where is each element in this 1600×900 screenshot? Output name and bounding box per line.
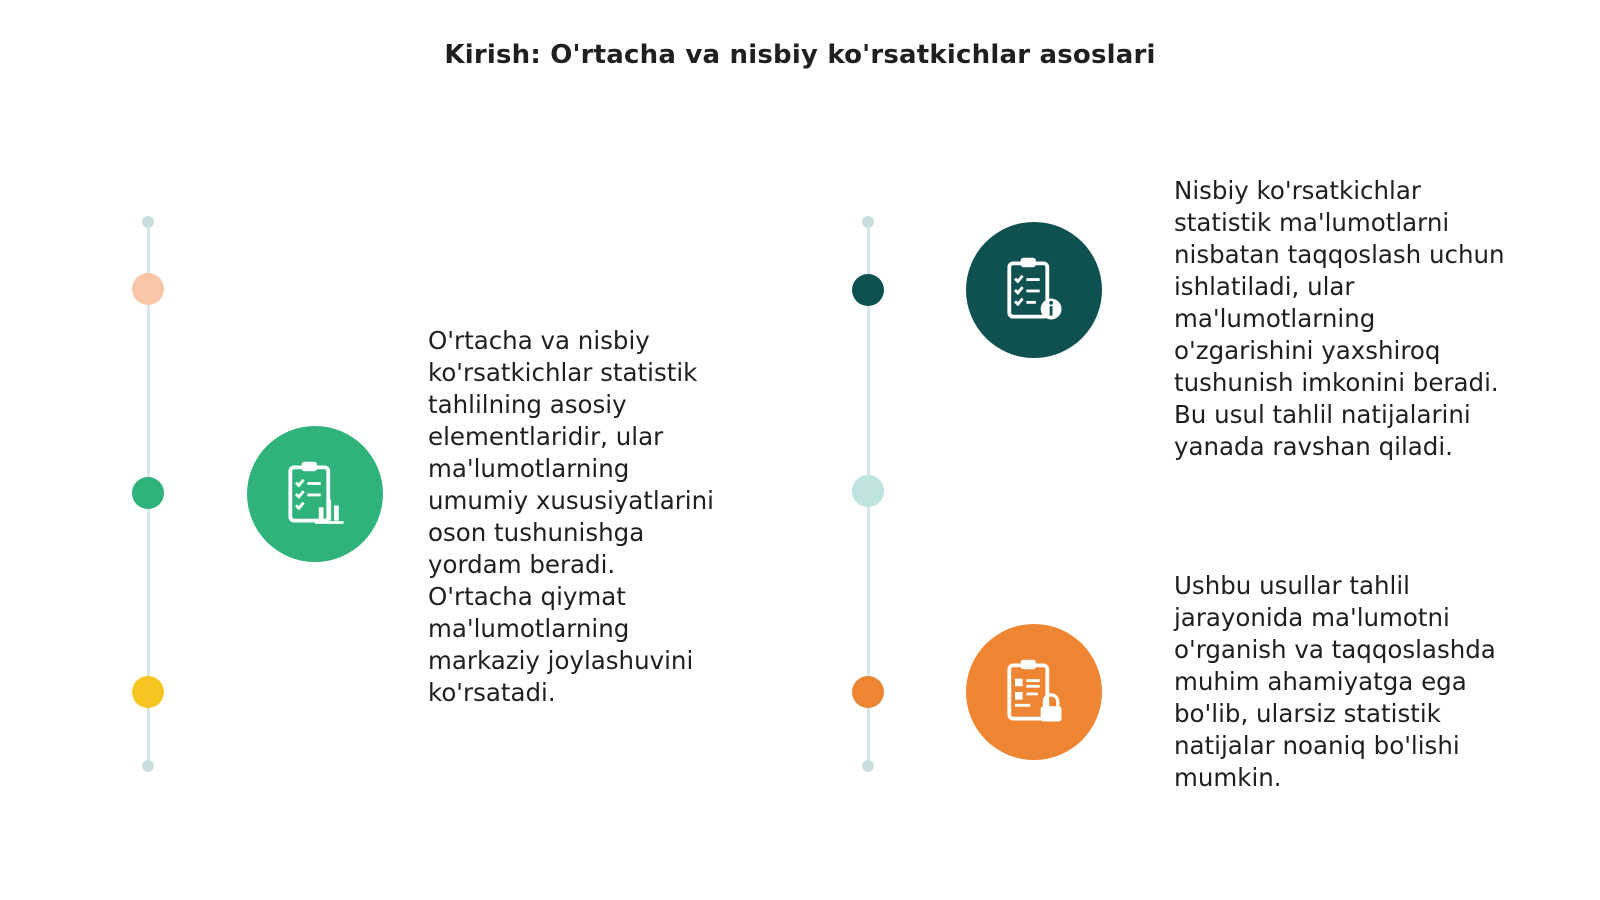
clipboard-info-circle [966, 222, 1102, 358]
left-description: O'rtacha va nisbiy ko'rsatkichlar statistik tahlilning asosiy elementlaridir, ular ma'lumotlarning umumiy xususiyatlarini oson tushunishga yordam beradi. O'rtacha qiymat ma'lumotlarning markaziy joylashuvini ko'rsatadi. [428, 326, 714, 707]
clipboard-chart-icon [277, 456, 353, 532]
left-timeline-peach-dot [132, 273, 164, 305]
right-timeline-light-dot [852, 475, 884, 507]
left-timeline-start-dot [142, 216, 154, 228]
clipboard-lock-circle [966, 624, 1102, 760]
right-timeline-dark-dot [852, 274, 884, 306]
clipboard-chart-circle [247, 426, 383, 562]
right-bottom-description: Ushbu usullar tahlil jarayonida ma'lumotni o'rganish va taqqoslashda muhim ahamiyatga ega bo'lib, ularsiz statistik natijalar noaniq bo'lishi mumkin. [1174, 571, 1496, 792]
left-timeline-end-dot [142, 760, 154, 772]
left-timeline-green-dot [132, 477, 164, 509]
page-title: Kirish: O'rtacha va nisbiy ko'rsatkichlar asoslari [444, 40, 1156, 70]
clipboard-info-icon [996, 252, 1072, 328]
clipboard-lock-icon [996, 654, 1072, 730]
right-top-description: Nisbiy ko'rsatkichlar statistik ma'lumotlarni nisbatan taqqoslash uchun ishlatiladi, ular ma'lumotlarning o'zgarishini yaxshiroq tushunish imkonini beradi. Bu usul tahlil natijalarini yanada ravshan qiladi. [1174, 176, 1505, 461]
right-timeline-orange-dot [852, 676, 884, 708]
left-timeline-yellow-dot [132, 676, 164, 708]
right-timeline-start-dot [862, 216, 874, 228]
right-timeline-end-dot [862, 760, 874, 772]
